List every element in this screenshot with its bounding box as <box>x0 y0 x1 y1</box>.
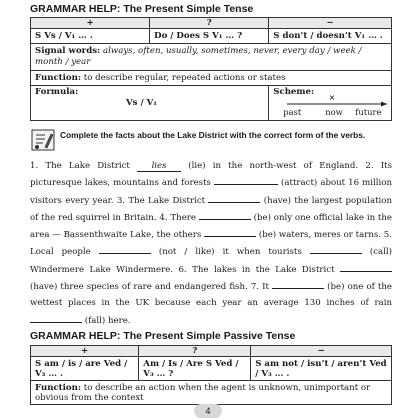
example-answer: lies <box>137 161 181 172</box>
col-plus: + <box>31 18 150 29</box>
present-simple-heading: GRAMMAR HELP: The Present Simple Tense <box>30 3 254 15</box>
table-header-row <box>31 18 392 29</box>
scheme-future: future <box>355 107 382 117</box>
form-question: Do / Does S V₁ … ? <box>150 29 269 44</box>
exercise-instruction: Complete the facts about the Lake District with the correct form of the verbs. <box>60 130 366 140</box>
function-label: Function: <box>35 73 82 83</box>
exercise-segment: (fall) here. <box>82 315 131 326</box>
function-row <box>31 381 392 405</box>
exercise-segment: (call) Windermere Lake Windermere. 6. The lakes in the Lake District <box>30 247 392 275</box>
form-minus: S am not / isn’t / aren’t Ved / V₃ … . <box>251 357 392 381</box>
form-question: Am / Is / Are S Ved / V₃ … ? <box>139 357 251 381</box>
exercise-segment: (be) waters, meres or tarns. 5. Local people <box>30 230 392 258</box>
exercise-segment: (have) the largest population of the red squirrel in Britain. 4. There <box>30 195 392 223</box>
exercise-text <box>30 158 392 329</box>
timeline-arrow-icon <box>381 102 387 107</box>
forms-row <box>31 357 392 381</box>
timeline-mark: × <box>328 93 336 102</box>
formula-cell <box>31 86 269 121</box>
answer-blank[interactable] <box>204 226 256 237</box>
exercise-segment: (not / like) it when tourists <box>150 247 310 258</box>
answer-blank[interactable] <box>99 243 151 254</box>
function-text: to describe an action when the agent is unknown, unimportant or obvious from the context <box>35 382 371 403</box>
scheme-label: Scheme: <box>273 87 315 97</box>
answer-blank[interactable] <box>340 261 392 272</box>
formula-value: Vs / V₁ <box>126 98 158 108</box>
exercise-segment: (have) three species of rare and endangered fish. 7. It <box>30 282 273 293</box>
exercise-segment: (be) one of the wettest places in the UK because each year an average 130 inches of rain <box>30 282 392 309</box>
col-minus: − <box>251 346 392 357</box>
col-plus: + <box>31 346 139 357</box>
answer-blank[interactable] <box>208 192 260 203</box>
answer-blank[interactable] <box>199 209 251 220</box>
answer-blank[interactable] <box>30 312 82 323</box>
signal-words-cell <box>31 44 392 71</box>
function-row <box>31 71 392 86</box>
exercise-segment: (be) only one official lake in the area — Bassenthwaite Lake, the others <box>30 212 393 241</box>
forms-row <box>31 29 392 44</box>
passive-table <box>30 345 392 405</box>
page-number: 4 <box>194 404 222 418</box>
form-minus: S don’t / doesn’t V₁ … . <box>269 29 392 44</box>
writing-exercise-icon <box>31 129 55 151</box>
signal-words-text: always, often, usually, sometimes, never, every day / week / month / year <box>35 46 362 67</box>
col-question: ? <box>139 346 251 357</box>
exercise-segment: (attract) about 16 million visitors every year. 3. The Lake District <box>30 178 392 206</box>
answer-blank[interactable] <box>214 174 278 185</box>
signal-words-label: Signal words: <box>35 46 101 56</box>
passive-heading: GRAMMAR HELP: The Present Simple Passive Tense <box>30 330 296 342</box>
formula-label: Formula: <box>35 87 79 97</box>
function-cell <box>31 71 392 86</box>
form-plus: S Vs / V₁ … . <box>31 29 150 44</box>
exercise-segment: 1. The Lake District <box>30 161 138 171</box>
formula-scheme-row <box>31 86 392 121</box>
scheme-cell <box>269 86 392 121</box>
answer-blank[interactable] <box>310 243 362 254</box>
present-simple-table <box>30 17 392 121</box>
function-text: to describe regular, repeated actions or states <box>81 73 286 83</box>
col-question: ? <box>150 18 269 29</box>
scheme-past: past <box>283 107 302 117</box>
table-header-row <box>31 346 392 357</box>
form-plus: S am / is / are Ved / V₃ … . <box>31 357 139 381</box>
function-cell <box>31 381 392 405</box>
col-minus: − <box>269 18 392 29</box>
function-label: Function: <box>35 382 82 393</box>
answer-blank[interactable] <box>272 278 324 289</box>
signal-words-row <box>31 44 392 71</box>
exercise-segment: (lie) in the north-west of England. 2. Its picturesque lakes, mountains and forests <box>30 161 392 189</box>
scheme-now: now <box>325 107 343 117</box>
